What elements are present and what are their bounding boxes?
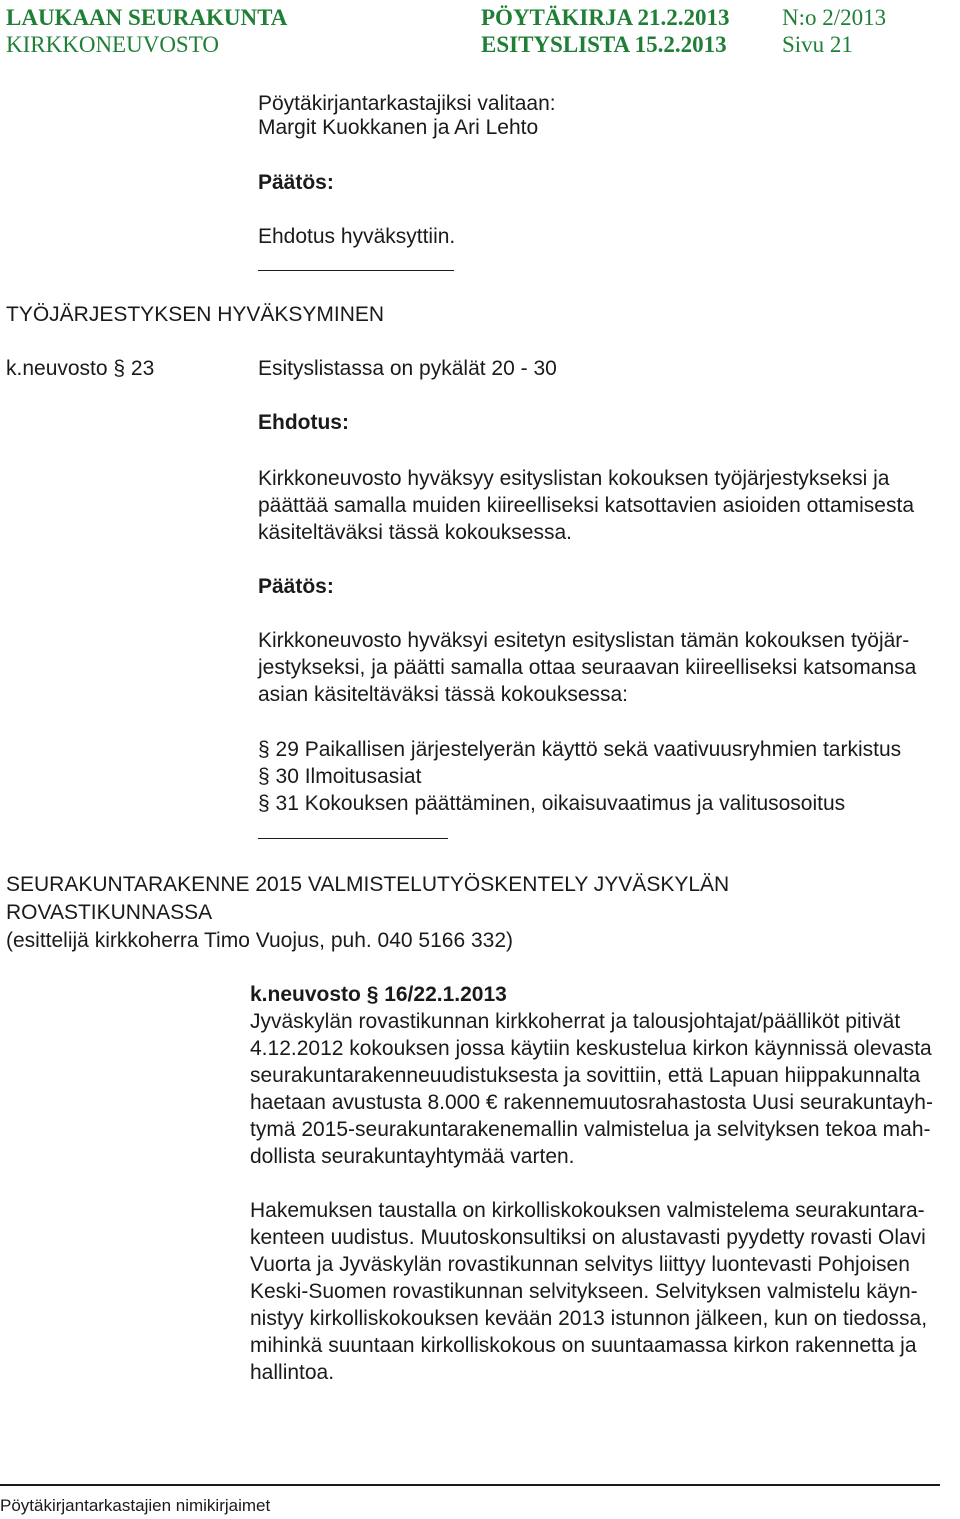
para2-line: mihinkä suuntaan kirkolliskokous on suuntaamassa kirkon rakennetta ja [250,1334,917,1357]
para2-line: nistyy kirkolliskokouksen kevään 2013 istunnon jälkeen, kun on tiedossa, [250,1307,928,1330]
section-title: TYÖJÄRJESTYKSEN HYVÄKSYMINEN [6,303,385,326]
section-ref: k.neuvosto § 23 [6,357,155,380]
header-page: Sivu 21 [782,32,853,57]
footer-initials-label: Pöytäkirjantarkastajien nimikirjaimet [0,1496,271,1515]
para1-line: seurakuntarakenneuudistuksesta ja sovittiin, että Lapuan hiippakunnalta [250,1064,921,1087]
section-divider [258,270,454,271]
agenda-item: § 31 Kokouksen päättäminen, oikaisuvaatimus ja valitusosoitus [258,792,846,815]
para1-line: tymä 2015-seurakuntarakenemallin valmistelua ja selvityksen tekoa mah- [250,1118,931,1141]
para1-line: dollista seurakuntayhtymää varten. [250,1145,575,1168]
presenter-line: (esittelijä kirkkoherra Timo Vuojus, puh. 040 5166 332) [6,929,513,952]
agenda-item: § 30 Ilmoitusasiat [258,765,422,788]
header-body: KIRKKONEUVOSTO [6,32,219,57]
para2-line: Keski-Suomen rovastikunnan selvitykseen. Selvityksen valmistelu käyn- [250,1280,918,1303]
header-number: N:o 2/2013 [782,5,887,30]
para1-line: Jyväskylän rovastikunnan kirkkoherrat ja talousjohtajat/päälliköt pitivät [250,1010,901,1033]
para1-line: 4.12.2012 kokouksen jossa käytiin keskustelua kirkon käynnissä olevasta [250,1037,932,1060]
header-agenda: ESITYSLISTA 15.2.2013 [481,32,727,57]
decision-line: asian käsiteltäväksi tässä kokouksessa: [258,683,629,706]
next-section-title-cont: ROVASTIKUNNASSA [6,901,213,924]
proposal-line: käsiteltäväksi tässä kokouksessa. [258,521,572,544]
para2-line: Vuorta ja Jyväskylän rovastikunnan selvitys liittyy luontevasti Pohjoisen [250,1253,910,1276]
para1-line: haetaan avustusta 8.000 € rakennemuutosrahastosta Uusi seurakuntayh- [250,1091,933,1114]
section-divider [258,838,448,839]
para2-line: Hakemuksen taustalla on kirkolliskokouksen valmistelema seurakuntara- [250,1199,925,1222]
prior-ref: k.neuvosto § 16/22.1.2013 [250,983,507,1006]
header-minutes: PÖYTÄKIRJA 21.2.2013 [481,5,730,30]
proposal-label: Ehdotus: [258,411,349,434]
agenda-item: § 29 Paikallisen järjestelyerän käyttö sekä vaativuusryhmien tarkistus [258,738,902,761]
proposal-line: Kirkkoneuvosto hyväksyy esityslistan kokouksen työjärjestykseksi ja [258,467,890,490]
section-intro: Esityslistassa on pykälät 20 - 30 [258,357,557,380]
next-section-title: SEURAKUNTARAKENNE 2015 VALMISTELUTYÖSKENTELY JYVÄSKYLÄN [6,873,730,896]
decision-line: jestykseksi, ja päätti samalla ottaa seuraavan kiireelliseksi katsomansa [258,656,917,679]
header-org: LAUKAAN SEURAKUNTA [6,5,288,30]
prev-line-1: Pöytäkirjantarkastajiksi valitaan: [258,92,556,115]
decision-line: Kirkkoneuvosto hyväksyi esitetyn esityslistan tämän kokouksen työjär- [258,629,910,652]
proposal-line: päättää samalla muiden kiireelliseksi katsottavien asioiden ottamisesta [258,494,915,517]
decision-label: Päätös: [258,575,334,598]
prev-line-2: Margit Kuokkanen ja Ari Lehto [258,116,539,139]
footer-rule [0,1484,940,1486]
para2-line: kenteen uudistus. Muutoskonsultiksi on alustavasti pyydetty rovasti Olavi [250,1226,926,1249]
para2-line: hallintoa. [250,1361,335,1384]
prev-decision-text: Ehdotus hyväksyttiin. [258,225,456,248]
prev-decision-label: Päätös: [258,171,334,194]
